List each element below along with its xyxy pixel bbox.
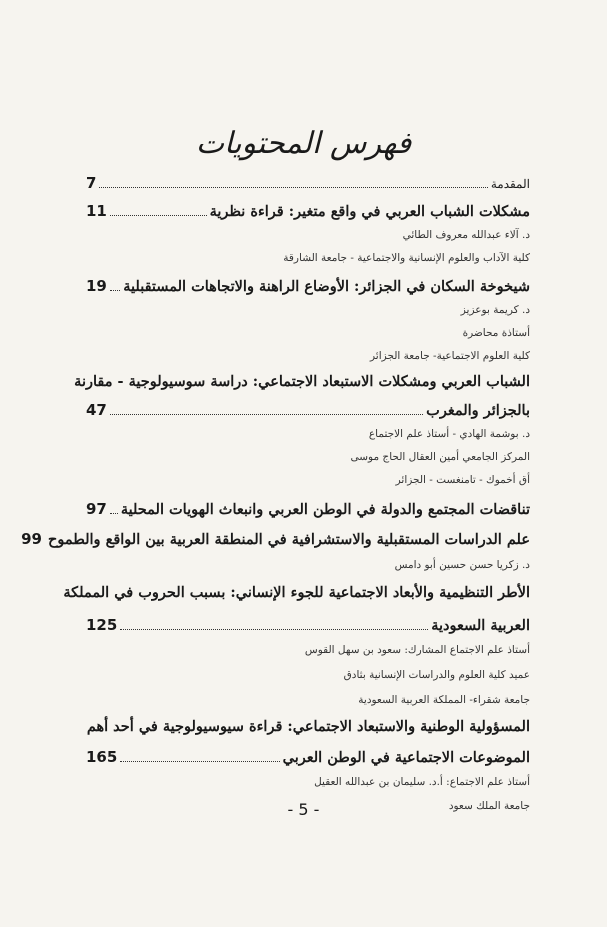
toc-entry-author: د. زكريا حسن حسين أبو دامس	[394, 559, 530, 571]
toc-entry[interactable]	[86, 173, 530, 192]
leader-dots	[110, 276, 120, 291]
toc-entry[interactable]	[86, 400, 530, 419]
toc-entry-page: 11	[86, 202, 107, 221]
toc-entry-title[interactable]: الأطر التنظيمية والأبعاد الاجتماعية للجوء الإنساني: بسبب الحروب في المملكة	[63, 584, 530, 601]
toc-entry[interactable]	[86, 201, 530, 220]
toc-entry-affiliation: جامعة شقراء- المملكة العربية السعودية	[358, 694, 530, 706]
toc-entry-title-continuation: الموضوعات الاجتماعية في الوطن العربي	[282, 749, 530, 767]
toc-entry[interactable]	[21, 529, 530, 549]
toc-entry-page: 165	[86, 748, 118, 767]
toc-entry-title[interactable]: المسؤولية الوطنية والاستبعاد الاجتماعي: قراءة سيوسيولوجية في أحد أهم	[86, 718, 530, 735]
leader-dots	[120, 747, 279, 762]
toc-entry-author: د. بوشمة الهادي - أستاذ علم الاجتماع	[368, 428, 530, 440]
toc-entry-page: 47	[86, 401, 107, 420]
toc-entry-author: د. كريمة بوعزيز	[460, 304, 530, 316]
page-title: فهرس المحتويات	[195, 126, 412, 161]
toc-entry-author: أستاذ علم الاجتماع المشارك: سعود بن سهل القوس	[304, 644, 530, 656]
toc-entry-affiliation: أستاذة محاضرة	[462, 327, 530, 339]
toc-entry-title: المقدمة	[490, 177, 530, 192]
toc-entry-affiliation: أق أخموك - تامنغست - الجزائر	[395, 474, 530, 486]
page-number: - 5 -	[287, 800, 320, 819]
toc-entry-page: 99	[21, 530, 42, 549]
toc-entry-author: د. آلاء عبدالله معروف الطائي	[402, 229, 530, 241]
toc-entry-title: مشكلات الشباب العربي في واقع متغير: قراءة نظرية	[209, 203, 530, 221]
toc-entry-affiliation: عميد كلية العلوم والدراسات الإنسانية بثادق	[343, 669, 530, 681]
toc-entry[interactable]	[86, 499, 530, 518]
leader-dots	[110, 201, 207, 216]
toc-entry-affiliation: كلية العلوم الاجتماعية- جامعة الجزائر	[370, 350, 530, 362]
toc-entry-title: تناقضات المجتمع والدولة في الوطن العربي وانبعاث الهويات المحلية	[120, 501, 530, 519]
toc-entry-affiliation: جامعة الملك سعود	[448, 800, 530, 812]
toc-entry-title: شيخوخة السكان في الجزائر: الأوضاع الراهنة والاتجاهات المستقبلية	[123, 278, 530, 296]
toc-entry-title[interactable]: الشباب العربي ومشكلات الاستبعاد الاجتماعي: دراسة سوسيولوجية - مقارنة	[74, 373, 530, 390]
toc-entry[interactable]	[86, 276, 530, 295]
toc-entry-page: 7	[86, 174, 97, 193]
leader-dots	[99, 173, 487, 188]
toc-entry-page: 125	[86, 616, 118, 635]
toc-entry-title-continuation: العربية السعودية	[431, 617, 530, 635]
toc-entry-affiliation: المركز الجامعي أمين العقال الحاج موسى	[350, 451, 530, 463]
toc-entry-page: 19	[86, 277, 107, 296]
leader-dots	[110, 499, 118, 514]
toc-entry-title: علم الدراسات المستقبلية والاستشرافية في المنطقة العربية بين الواقع والطموح	[47, 531, 530, 549]
toc-entry-affiliation: كلية الآداب والعلوم الإنسانية والاجتماعية - جامعة الشارقة	[283, 252, 530, 264]
toc-entry[interactable]	[86, 615, 530, 634]
toc-entry[interactable]	[86, 747, 530, 766]
toc-entry-title-continuation: بالجزائر والمغرب	[426, 402, 530, 420]
leader-dots	[110, 400, 423, 415]
leader-dots	[120, 615, 428, 630]
toc-entry-author: أستاذ علم الاجتماع: أ.د. سليمان بن عبدالله العقيل	[314, 776, 530, 788]
toc-entry-page: 97	[86, 500, 107, 519]
